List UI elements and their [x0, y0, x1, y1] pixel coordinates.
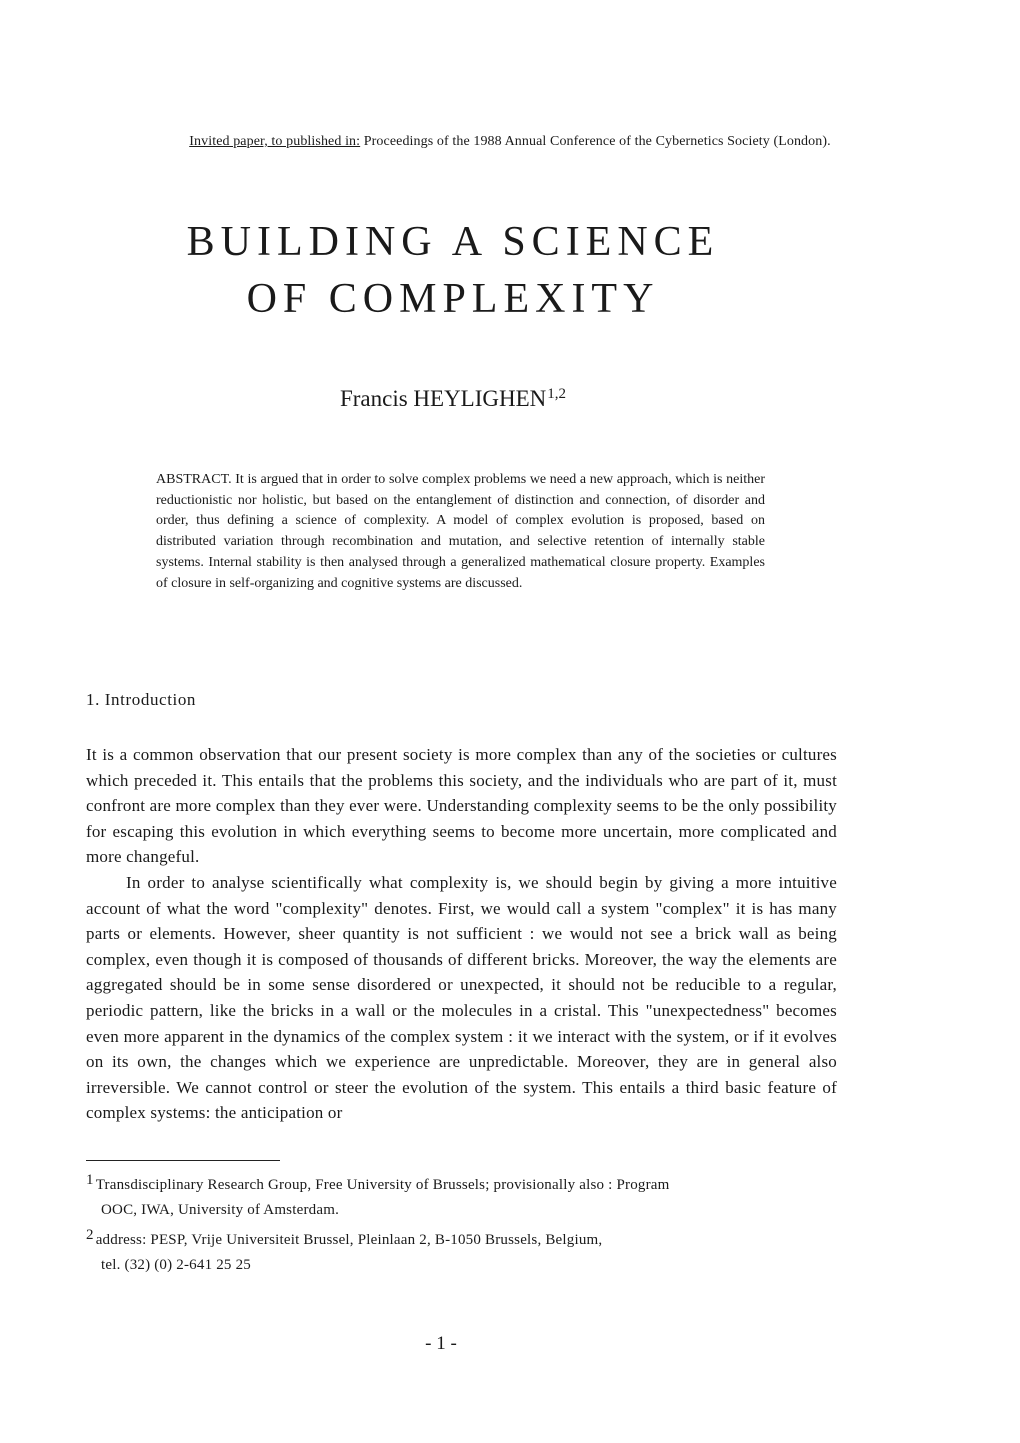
body-text: [86, 742, 837, 1126]
section-heading-introduction: 1. Introduction: [86, 690, 197, 709]
author-affiliation-marks: 1,2: [547, 386, 567, 402]
footnote-2-line-2: tel. (32) (0) 2-641 25 25: [101, 1257, 251, 1273]
footnote-1-line-2: OOC, IWA, University of Amsterdam.: [101, 1202, 340, 1218]
footnote-2: [86, 1223, 826, 1278]
body-paragraph-1: It is a common observation that our present society is more complex than any of the societies or cultures which preceded it. This entails that the problems this society, and the individuals who are part of it, must confront are more complex than they ever were. Understanding complexity seems to be the only possibility for escaping this evolution in which everything seems to become more uncertain, more complicated and more changeful.: [86, 745, 837, 867]
paper-title: [0, 214, 906, 328]
author-name: Francis HEYLIGHEN: [339, 386, 547, 411]
footnote-1: [86, 1168, 826, 1223]
footnote-divider: [86, 1160, 280, 1161]
footnote-1-line-1: Transdisciplinary Research Group, Free University of Brussels; provisionally also : Program: [95, 1177, 670, 1193]
abstract: ABSTRACT. It is argued that in order to solve complex problems we need a new approach, which is neither reductionistic nor holistic, but based on the entanglement of distinction and connection, of disorder and order, thus defining a science of complexity. A model of complex evolution is proposed, based on distributed variation through recombination and mutation, and selective retention of internally stable systems. Internal stability is then analysed through a generalized mathematical closure property. Examples of closure in self-organizing and cognitive systems are discussed.: [156, 472, 765, 591]
publication-note-lead: Invited paper, to published in:: [189, 134, 361, 149]
footnote-1-mark: 1: [86, 1172, 94, 1188]
publication-note-citation: Proceedings of the 1988 Annual Conference of the Cybernetics Society (London).: [363, 134, 831, 149]
paper-title-line-1: BUILDING A SCIENCE: [186, 219, 720, 265]
body-paragraph-2: In order to analyse scientifically what complexity is, we should begin by giving a more intuitive account of what the word "complexity" denotes. First, we would call a system "complex" it is has many parts or elements. However, sheer quantity is not sufficient : we would not see a brick wall as being complex, even though it is composed of thousands of different bricks. Moreover, the way the elements are aggregated should be in some sense disordered or unexpected, it should not be reducible to a regular, periodic pattern, like the bricks in a wall or the molecules in a cristal. This "unexpectedness" becomes even more apparent in the dynamics of the complex system : it we interact with the system, or if it evolves on its own, the changes which we experience are unpredictable. Moreover, they are in general also irreversible. We cannot control or steer the evolution of the system. This entails a third basic feature of complex systems: the anticipation or: [86, 872, 837, 1123]
publication-note: [0, 134, 1020, 150]
author-line: [0, 386, 906, 412]
footnote-2-line-1: address: PESP, Vrije Universiteit Brussel, Pleinlaan 2, B-1050 Brussels, Belgium,: [95, 1232, 603, 1248]
page-number: - 1 -: [425, 1333, 457, 1354]
footnotes: [86, 1168, 826, 1278]
footnote-2-mark: 2: [86, 1227, 94, 1243]
paper-title-line-2: OF COMPLEXITY: [246, 276, 660, 322]
